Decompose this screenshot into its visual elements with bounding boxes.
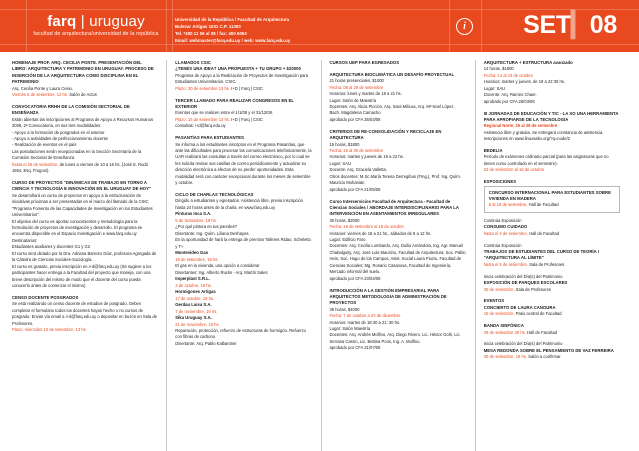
evento-date <box>484 354 620 360</box>
body-text: aprobado por CFA 26/03/08 <box>483 98 535 104</box>
body-line <box>484 154 620 167</box>
body-line <box>175 123 311 129</box>
highlight-date: hasta el 26 de setiembre, <box>12 161 59 167</box>
block-heading: PASANTÍAS PARA ESTUDIANTES <box>175 135 244 141</box>
body-text: Docentes: Arq. Cecilia Lombardo, Arq. Duilio Amándola, Ing. Agr. Manuel Chabalgoity, Arq. José Luis Maurizio, Facultad de Arquitectura; Soc. Pablo Hein, Soc. Hugo de los Campos, Asist. Social Laura Piuzio, Facultad de Ciencias Sociales; Mg. Rosario Casanova, Facultad de Ingeniería, Mercado informal del suelo. <box>329 243 466 275</box>
evento-item <box>484 323 620 336</box>
news-block <box>330 129 466 193</box>
news-block <box>175 98 311 130</box>
body-text: aprobado por CFA 23/04/08 <box>329 275 381 281</box>
body-line <box>12 219 157 238</box>
block-heading: CURSOS UEP PARA EGRESADOS <box>329 60 400 65</box>
talk-company: Gerdau Laisa S.A. <box>175 302 212 307</box>
body-text: consultas: i+d@farq.edu.uy <box>175 123 226 129</box>
body-text: 14 horas, $1800 <box>483 66 514 72</box>
highlight-date: 29 de setiembre 20 hs. <box>483 329 526 335</box>
body-text: Horarios: martes y jueves, de 19 a 22:30 hs. <box>483 79 565 85</box>
column-3 <box>321 60 475 451</box>
highlight-date: Plazo: 30 de setiembre 13 hs. <box>175 85 231 91</box>
venue-text: Sala de Profesores <box>514 286 551 292</box>
talk-detail: ¿Por qué pintura en tus paredes? <box>175 224 237 230</box>
talk-company: Montevideo Gas <box>175 250 209 256</box>
body-text: 15 horas, $1800 <box>329 141 360 147</box>
body-text: Están abiertas las inscripciones al Programa de Apoyo a Recursos Humanos 2008, 2ª Convocatoria, en sus tres modalidades: <box>12 116 154 129</box>
news-block <box>484 148 620 174</box>
highlight-date: 22 de setiembre al 18 de octubre <box>483 167 545 173</box>
body-text: Se informa a los estudiantes inscriptos en el Programa Pasantías, que ante las dificultades para procesar las comunicaciones telefónicamente, la UAR realizará las consultas a través del correo electrónico, por lo cual se les solicita revisar sus casillas de correo periódicamente y actualizar su dirección electrónica a efectos de no perder oportunidades. Esta modalidad será con carácter excepcional durante los meses de setiembre y octubre. <box>175 141 312 186</box>
expo-date <box>484 231 620 237</box>
address-line-1: Universidad de la República / Facultad de Arquitectura <box>175 17 290 22</box>
evento-prefix: Inicia celebración del Día(s) del Patrimonio <box>483 341 563 347</box>
body-line <box>330 104 466 117</box>
talk-date: 7 de noviembre, 19 hs. <box>175 308 218 314</box>
talk-date: 5 de Setiembre, 19 hs. <box>175 217 217 223</box>
body-line <box>175 142 311 187</box>
body-text: Inscripciones en www.linuxsalto.org/?q=node/2 <box>483 136 570 142</box>
body-line <box>12 193 157 219</box>
body-text: Se está realizando un censo docente de estudios de posgrado. Deben completar el formulario todos los docentes hayan hecho o no cursos de posgrado. Enviar vía email a i+d@farq.edu.uy o depositar en buzón en Sala de Profesores. <box>12 301 157 326</box>
body-text: Período de exámenes ordinario parcial (para las asignaturas que no tienen curso controlado en el semestre): <box>483 154 609 166</box>
section-heading-eventos: EVENTOS <box>483 298 505 304</box>
body-text: El curso es gratuito, previa inscripción en i+d@farq.edu.uy (Se sugiere a los participantes hacer entrega a la Facultad del proyecto que maneja, con una breve descripción del mismo de modo que el docente del curso pueda conocerlo antes de comenzar el mismo) <box>12 263 152 288</box>
featured-expo-date <box>489 202 615 208</box>
expo-item <box>484 274 620 293</box>
section-heading-exposiciones: EXPOSICIONES <box>483 179 517 185</box>
body-line <box>175 86 311 92</box>
highlight-date: Viernes 5 de setiembre, 12 hs. <box>12 91 69 97</box>
body-line <box>175 198 311 211</box>
highlight-date: Fecha: 19 de setiembre al 18 de octubre <box>329 224 404 230</box>
talk-company: Sika Uruguay S.A. <box>175 315 212 321</box>
expo-heading: CONSUMO CUIDADO <box>483 224 528 230</box>
expo-prefix: Continúa Exposición <box>483 217 522 223</box>
highlight-date: Fecha: 7 de octubre a 23 de diciembre <box>329 313 401 319</box>
body-text: aprobado por CFA 21/07/08 <box>329 345 381 351</box>
news-block <box>12 180 157 289</box>
block-heading: INTRODUCCIÓN A LA GESTIÓN EMPRESARIAL PARA ARQUITECTOS METODOLOGÍA DE ADMINISTRACIÓN DE PROYECTOS <box>329 287 447 306</box>
body-text: Docente: Arq. Graciela Valletta. <box>329 167 387 173</box>
expo-heading: EXPOSICIÓN DE PARQUES ESCOLARES <box>483 280 568 286</box>
body-text: Horarios: lunes y martes de 18 a 21 hs. <box>329 91 402 97</box>
highlight-date: Fecha: 14 al 23 de octubre <box>483 72 534 78</box>
body-text: Se desarrollará un curso de proyectos en apoyo a la estructuración de iniciativas próximas a ser presentadas en el marco del llamado de la CSIC "Programa Fomento de las Capacidades de Investigación en los Estudiantes Universitarios". <box>12 192 153 218</box>
talk-company: Pinturas Inca S.A. <box>175 211 212 217</box>
block-heading: HOMENAJE PROF. ARQ. CECILIA PONTE. PRESENTACIÓN DEL LIBRO: ARQUITECTURA Y PATRIMONIO EN URUGUAY. PROCESO DE INSERCIÓN DE LA ARQUITECTURA COMO DISCIPLINA EN EL PATRIMONIO <box>12 60 154 85</box>
body-line <box>330 276 466 282</box>
body-text: Eventos que se realicen entre el 1/1/08 y el 31/12/08. <box>175 110 274 116</box>
news-block <box>175 135 311 186</box>
body-line <box>12 301 157 327</box>
block-heading: CENSO DOCENTE POSGRADOS <box>12 294 79 300</box>
expo-prefix: Inicia celebración del Día(s) del Patrimonio <box>483 273 563 279</box>
highlight-date: hasta el 5 de setiembre, <box>483 261 528 267</box>
highlight-date: Plazo: miércoles 10 de setiembre, 13 hs. <box>12 327 87 332</box>
news-block <box>12 60 157 98</box>
logo-farq: farq <box>47 13 77 30</box>
logo-subtitle: facultad de arquitectura/universidad de la república <box>33 31 159 37</box>
expo-prefix: Continúa Exposición <box>483 242 522 248</box>
news-block <box>330 72 466 123</box>
expo-date <box>484 287 620 293</box>
news-block <box>330 60 466 66</box>
body-line <box>330 117 466 123</box>
talk-detail: Reparación, protección, refuerzo de estructuras de hormigón. Refuerzo con fibras de carbono <box>175 328 306 340</box>
body-line <box>12 117 157 130</box>
block-heading: CICLO DE CHARLAS TECNOLÓGICAS <box>175 192 254 198</box>
talk-company: Imperplast S.R.L. <box>175 275 210 281</box>
farq-logo[interactable] <box>26 14 166 37</box>
highlight-date: 30 de setiembre, 19 hs. <box>483 354 528 360</box>
body-text: 30 horas, $2000 <box>329 217 360 223</box>
talk-company: Hormigones Artigas <box>175 288 216 294</box>
talk-detail: Disertante: Ing. Quím. Liliana Deshayes. <box>175 230 250 236</box>
talk-detail: Disertantes: Ing. Alberto Rucks - Arq. Martín Sales <box>175 269 268 275</box>
news-block <box>330 288 466 352</box>
column-4 <box>475 60 629 451</box>
body-text: Lugar: Edificio Faro <box>329 237 366 242</box>
body-text: I+D | Farq | CSIC <box>230 116 263 122</box>
talk-detail: Disertante: Arq. Pablo Kalbantner <box>175 340 237 346</box>
body-text: Programa de Apoyo a la Realización de Proyectos de Investigación para Estudiantes Universitarios. CSIC. <box>175 72 309 85</box>
body-text: Horarios: martes de 18:30 a 21: 30 hs. <box>329 319 401 325</box>
evento-item <box>484 305 620 318</box>
body-text: Lugar: Salón Maestría <box>329 326 371 331</box>
evento-heading: BANDA SINFÓNICA <box>483 323 524 329</box>
body-line <box>484 167 620 173</box>
body-line <box>12 92 157 98</box>
set-issue-tag <box>523 13 617 38</box>
newsletter-columns <box>0 52 639 451</box>
body-text: - Apoyo a la formación de posgrados en el exterior <box>12 129 105 135</box>
body-line <box>330 174 466 187</box>
expo-item <box>484 218 620 237</box>
venue-text: Hall de Facultad <box>525 329 557 335</box>
block-heading: III JORNADAS DE EDUCACIÓN Y TIC - LA XO UNA HERRAMIENTA PARA APROPIARSE DE LA TECNOLOGÍA <box>483 110 619 122</box>
expo-date <box>484 262 620 268</box>
body-text: Dirigido a estudiantes y egresados. Asistencia libre, previa inscripción hasta 24 horas antes de la charla, en www.farq.edu.uy <box>175 198 303 210</box>
body-text: El curso será dictado por la Dra. Adriana Barreiro Díaz, profesora Agregada de la Cátedra de Ciencias Sociales-Sociología. <box>12 250 157 263</box>
address-line-4: Email: webmaster@farq.edu.uy / web: www.farq.edu.uy <box>175 37 291 43</box>
talk-detail: El gas en la vivienda, una opción a considerar <box>175 263 260 269</box>
body-line <box>12 264 157 290</box>
body-text: Lugar: SAU <box>329 160 351 166</box>
venue-text: Hall de Facultad <box>527 230 560 236</box>
block-heading: Curso Interservicios Facultad de Arquitectura - Facultad de Ciencias Sociales / ABORDAJE INTERDISCIPLINARIO PARA LA INTERVENCIÓN EN ASENTAMIENTOS IRREGULARES <box>329 198 459 217</box>
body-text: 21 horas presenciales, $1000 <box>329 78 384 84</box>
news-block <box>175 192 311 347</box>
body-text: Destinatarios: <box>12 237 38 243</box>
evento-item <box>484 341 620 360</box>
block-heading: ARQUITECTURA BIOCLIMÁTICA UN DESAFÍO PROYECTUAL <box>329 71 455 77</box>
body-text: Horarios: martes y jueves de 19 a 22 hs. <box>329 154 404 160</box>
featured-expo-box <box>484 186 620 213</box>
venue-text: Patio central de Facultad <box>514 311 562 317</box>
address-line-2: Bulevar Artigas 1031 C.P. 11300 <box>175 23 241 29</box>
expo-item <box>484 243 620 269</box>
body-text: aprobado por CFA 21/05/08 <box>329 186 381 192</box>
body-line <box>12 149 157 162</box>
highlight-date: 8 al 19 de setiembre, <box>488 202 528 208</box>
evento-heading: MESA REDONDA SOBRE EL PENSAMIENTO DE VAZ FERREIRA <box>483 347 614 353</box>
set-number: 08 <box>589 11 617 39</box>
evento-heading: CONCIERTO DE LAURA CANOURA <box>483 304 556 310</box>
featured-expo-heading: CONCURSO INTERNACIONAL PARA ESTUDIANTES SOBRE VIVIENDA EN MADERA <box>488 189 611 201</box>
column-1 <box>12 60 166 451</box>
block-heading: TERCER LLAMADO PARA REALIZAR CONGRESOS EN EL EXTERIOR <box>175 97 294 109</box>
body-text: Docente: Arq. Ramiro Chaer. <box>483 92 537 98</box>
column-2 <box>166 60 320 451</box>
address-line-3: Tel. *400 11 06 al 08 / fax: 400 6063 <box>175 30 247 36</box>
news-block <box>484 60 620 105</box>
body-line <box>330 345 466 351</box>
logo-uruguay: uruguay <box>89 13 145 30</box>
block-heading: CURSO DE PROYECTOS "DINÁMICAS DE TRABAJO EN TORNO A CIENCIA Y TECNOLOGÍA E INNOVACIÓN EN EL URUGUAY DE HOY" <box>12 180 151 192</box>
set-label: SET <box>523 11 571 39</box>
talk-date: 3 de octubre, 19 hs. <box>175 282 212 288</box>
news-block <box>12 295 157 334</box>
body-text: Las postulaciones serán recepcionadas en la Sección Secretaría de la Comisión Sectorial de Enseñanza <box>12 148 142 161</box>
highlight-date: 30 de setiembre, <box>483 286 515 292</box>
venue-text: Salón a confirmar <box>527 354 561 360</box>
body-text: aprobado por CFA 26/03/08 <box>329 116 381 122</box>
body-line <box>484 136 620 142</box>
body-text: de lunes a viernes de 10 a 16 hs. (José E. Rodó 1854, Esq. Frugoni). <box>12 161 149 174</box>
body-text: - Apoyo a actividades de perfeccionamiento docente <box>12 135 108 141</box>
info-icon: i <box>456 18 473 35</box>
evento-date <box>484 311 620 317</box>
body-text: Asistencia libre y gratuita. Se entregará constancia de asistencia. <box>483 129 604 135</box>
evento-date <box>484 330 620 336</box>
body-text: Otros docentes: M.Sc María Teresa Derregibus (FIng.), Prof. Ing. Quím. Mauricio Mohanian <box>329 173 461 186</box>
body-line <box>330 332 466 345</box>
logo-wordmark <box>26 14 166 29</box>
block-heading: CRITERIOS DE RE-CONSOLIDACIÓN Y RECICLAJE EN ARQUITECTURA <box>329 128 442 141</box>
news-block <box>12 104 157 175</box>
set-bar-glyph: ▎ <box>570 11 590 39</box>
body-line <box>330 243 466 275</box>
body-text: - Realización de eventos en el país <box>12 142 77 148</box>
block-subheading: ¿TENÉS UNA IDEA? UNA PROPUESTA + TU GRUPO + $20000 <box>175 66 301 72</box>
highlight-date: Fecha: 08 al 29 de setiembre <box>329 84 384 90</box>
institution-address <box>175 17 290 45</box>
block-heading: BEDELÍA <box>483 148 503 154</box>
body-text: Docentes: Arq. Andrés Molfino, Arq. Diego Rivero, Lic. Héctor Goñi, Lic. Serrana Castro, Lic. Bettina Pons, Ing. A. Molfino. <box>329 332 461 344</box>
highlight-date: 15 de setiembre, <box>483 311 515 317</box>
body-line <box>330 187 466 193</box>
highlight-date: Fecha: 16 al 30 de setiembre <box>329 148 384 153</box>
block-heading: CONVOCATORIA RRHH DE LA COMISIÓN SECTORIAL DE ENSEÑANZA <box>12 103 130 116</box>
talk-date: 17 de octubre, 19 hs. <box>175 295 215 301</box>
body-text: I+D | Farq | CSIC <box>230 85 263 91</box>
talk-detail: En la oportunidad de hará la entrega de premios Talleres Ridao, Scheletto y T+ <box>175 237 311 249</box>
body-text: Horarios: viernes de 18 a 21 hs., sábados de 9 a 12 hs. <box>329 230 432 236</box>
page-masthead <box>0 0 639 52</box>
venue-text: Sala de Profesores <box>527 261 565 267</box>
body-text: Estudiantes auxiliares y docentes G1 y G2 <box>12 244 91 250</box>
block-heading: LLAMADOS CSIC <box>175 60 211 65</box>
news-block <box>330 199 466 283</box>
body-text: Arq. Cecilia Ponte y Laura Cesio. <box>12 85 73 91</box>
highlight-date: Plazo: 15 de setiembre 13 hs. <box>175 116 231 122</box>
block-heading: ARQUITECTURA + ESTRUCTURA avanzado <box>483 60 573 65</box>
body-text: Salón de Actos <box>68 91 97 97</box>
highlight-date: hasta el 4 de setiembre, <box>483 230 528 236</box>
expo-heading: TRABAJOS DE ESTUDIANTES DEL CURSO DE TEORÍA I "ARQUITECTURA AL LÍMITE" <box>483 249 599 261</box>
body-line <box>175 73 311 86</box>
body-line <box>12 251 157 264</box>
talk-date: 19 de setiembre, 19 hs. <box>175 256 219 262</box>
highlight-date: Regional Norte, 25 al 28 de setiembre <box>483 123 558 129</box>
logo-divider: | <box>76 13 90 30</box>
body-text: Lugar: SAU <box>483 85 506 91</box>
talk-date: 21 de noviembre, 19 hs. <box>175 321 220 327</box>
news-block <box>175 60 311 92</box>
venue-text: Hall de Facultad <box>527 202 559 208</box>
body-text: Lugar: Salón de Maestría <box>329 97 376 103</box>
body-line <box>12 162 157 175</box>
body-text: Docentes: Arq. Alicia Picción, Arq. Sara Milicua, Arq. Mª Noel López, Bach. Magdalena Camacho <box>329 104 455 116</box>
body-line <box>12 327 157 333</box>
body-text: 36 horas, $4000 <box>329 306 360 312</box>
body-line <box>484 99 620 105</box>
news-block <box>484 111 620 143</box>
body-text: El objetivo del curso es aportar conocimientos y metodología para la formulación de proyectos de investigación y desarrollo. El programa se encuentra disponible en el Espacio Investigación e www.farq.edu.uy <box>12 218 143 237</box>
